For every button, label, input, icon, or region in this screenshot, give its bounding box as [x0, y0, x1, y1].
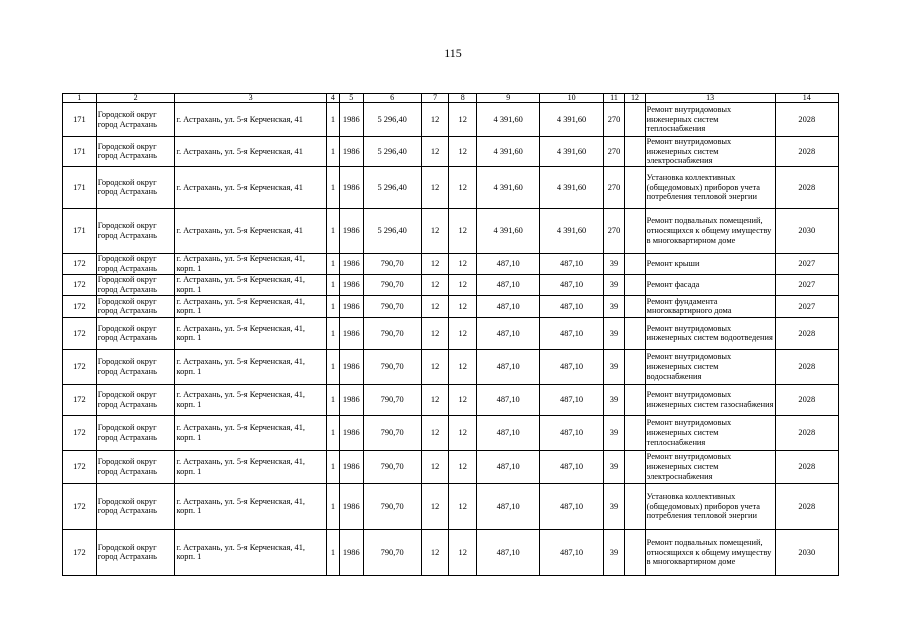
year-built: 1986 [340, 415, 364, 450]
cell-col-11: 39 [603, 384, 624, 415]
cell-col-8: 12 [449, 253, 477, 274]
total-area: 790,70 [363, 483, 421, 529]
cell-col-12 [625, 274, 645, 295]
municipality: Городской округ город Астрахань [96, 253, 175, 274]
row-number: 172 [63, 529, 97, 575]
work-type: Ремонт фасада [645, 274, 775, 295]
cell-col-7: 12 [421, 317, 449, 349]
row-number: 171 [63, 166, 97, 208]
table-row [63, 450, 839, 483]
row-number: 172 [63, 295, 97, 317]
year-built: 1986 [340, 253, 364, 274]
cell-col-4: 1 [326, 384, 339, 415]
cell-col-11: 39 [603, 349, 624, 384]
work-type: Ремонт крыши [645, 253, 775, 274]
row-number: 171 [63, 137, 97, 167]
area-value-2: 487,10 [540, 415, 603, 450]
area-value: 487,10 [477, 349, 540, 384]
planned-year: 2028 [775, 384, 839, 415]
work-type: Ремонт подвальных помещений, относящихся к общему имуществу в многоквартирном доме [645, 529, 775, 575]
column-header: 6 [363, 94, 421, 103]
registry-body [63, 103, 839, 576]
cell-col-7: 12 [421, 166, 449, 208]
work-type: Установка коллективных (общедомовых) приборов учета потребления тепловой энергии [645, 166, 775, 208]
address: г. Астрахань, ул. 5-я Керченская, 41 [175, 208, 326, 253]
table-row [63, 274, 839, 295]
area-value-2: 487,10 [540, 450, 603, 483]
area-value-2: 487,10 [540, 274, 603, 295]
total-area: 5 296,40 [363, 166, 421, 208]
table-row [63, 415, 839, 450]
cell-col-12 [625, 529, 645, 575]
planned-year: 2028 [775, 349, 839, 384]
cell-col-12 [625, 103, 645, 137]
year-built: 1986 [340, 384, 364, 415]
cell-col-7: 12 [421, 137, 449, 167]
row-number: 172 [63, 317, 97, 349]
year-built: 1986 [340, 166, 364, 208]
area-value-2: 487,10 [540, 384, 603, 415]
row-number: 172 [63, 349, 97, 384]
year-built: 1986 [340, 274, 364, 295]
total-area: 790,70 [363, 317, 421, 349]
cell-col-4: 1 [326, 274, 339, 295]
cell-col-8: 12 [449, 384, 477, 415]
cell-col-8: 12 [449, 415, 477, 450]
cell-col-7: 12 [421, 295, 449, 317]
cell-col-11: 39 [603, 529, 624, 575]
table-row [63, 208, 839, 253]
planned-year: 2027 [775, 274, 839, 295]
total-area: 790,70 [363, 450, 421, 483]
cell-col-7: 12 [421, 483, 449, 529]
cell-col-12 [625, 317, 645, 349]
row-number: 172 [63, 253, 97, 274]
planned-year: 2028 [775, 483, 839, 529]
work-type: Ремонт подвальных помещений, относящихся к общему имуществу в многоквартирном доме [645, 208, 775, 253]
cell-col-7: 12 [421, 253, 449, 274]
total-area: 790,70 [363, 295, 421, 317]
municipality: Городской округ город Астрахань [96, 529, 175, 575]
area-value: 4 391,60 [477, 137, 540, 167]
cell-col-4: 1 [326, 529, 339, 575]
address: г. Астрахань, ул. 5-я Керченская, 41 [175, 103, 326, 137]
column-header: 4 [326, 94, 339, 103]
column-header: 2 [96, 94, 175, 103]
planned-year: 2028 [775, 415, 839, 450]
address: г. Астрахань, ул. 5-я Керченская, 41, корп. 1 [175, 317, 326, 349]
address: г. Астрахань, ул. 5-я Керченская, 41, корп. 1 [175, 483, 326, 529]
cell-col-12 [625, 415, 645, 450]
row-number: 172 [63, 384, 97, 415]
cell-col-4: 1 [326, 166, 339, 208]
total-area: 5 296,40 [363, 137, 421, 167]
column-header: 3 [175, 94, 326, 103]
year-built: 1986 [340, 295, 364, 317]
page-number: 115 [444, 46, 462, 60]
row-number: 171 [63, 103, 97, 137]
cell-col-8: 12 [449, 103, 477, 137]
area-value-2: 4 391,60 [540, 103, 603, 137]
address: г. Астрахань, ул. 5-я Керченская, 41, корп. 1 [175, 349, 326, 384]
cell-col-12 [625, 384, 645, 415]
planned-year: 2028 [775, 103, 839, 137]
municipality: Городской округ город Астрахань [96, 295, 175, 317]
column-header: 8 [449, 94, 477, 103]
cell-col-12 [625, 253, 645, 274]
address: г. Астрахань, ул. 5-я Керченская, 41, корп. 1 [175, 384, 326, 415]
cell-col-7: 12 [421, 415, 449, 450]
total-area: 790,70 [363, 384, 421, 415]
row-number: 172 [63, 483, 97, 529]
cell-col-4: 1 [326, 317, 339, 349]
cell-col-11: 270 [603, 208, 624, 253]
work-type: Ремонт внутридомовых инженерных систем электроснабжения [645, 450, 775, 483]
column-header: 5 [340, 94, 364, 103]
cell-col-11: 39 [603, 450, 624, 483]
cell-col-7: 12 [421, 349, 449, 384]
cell-col-12 [625, 295, 645, 317]
year-built: 1986 [340, 208, 364, 253]
work-type: Ремонт фундамента многоквартирного дома [645, 295, 775, 317]
total-area: 790,70 [363, 253, 421, 274]
address: г. Астрахань, ул. 5-я Керченская, 41, корп. 1 [175, 253, 326, 274]
cell-col-12 [625, 450, 645, 483]
column-header: 10 [540, 94, 603, 103]
area-value-2: 4 391,60 [540, 166, 603, 208]
planned-year: 2027 [775, 253, 839, 274]
work-type: Установка коллективных (общедомовых) приборов учета потребления тепловой энергии [645, 483, 775, 529]
area-value-2: 487,10 [540, 253, 603, 274]
area-value-2: 4 391,60 [540, 137, 603, 167]
table-row [63, 349, 839, 384]
area-value: 487,10 [477, 274, 540, 295]
work-type: Ремонт внутридомовых инженерных систем электроснабжения [645, 137, 775, 167]
table-row [63, 295, 839, 317]
planned-year: 2028 [775, 166, 839, 208]
cell-col-4: 1 [326, 450, 339, 483]
year-built: 1986 [340, 450, 364, 483]
cell-col-8: 12 [449, 349, 477, 384]
cell-col-4: 1 [326, 295, 339, 317]
work-type: Ремонт внутридомовых инженерных систем водоснабжения [645, 349, 775, 384]
cell-col-7: 12 [421, 384, 449, 415]
cell-col-8: 12 [449, 483, 477, 529]
year-built: 1986 [340, 529, 364, 575]
area-value-2: 487,10 [540, 295, 603, 317]
cell-col-11: 39 [603, 295, 624, 317]
cell-col-8: 12 [449, 295, 477, 317]
area-value: 487,10 [477, 483, 540, 529]
municipality: Городской округ город Астрахань [96, 317, 175, 349]
planned-year: 2028 [775, 137, 839, 167]
cell-col-11: 39 [603, 274, 624, 295]
column-header: 11 [603, 94, 624, 103]
area-value-2: 487,10 [540, 317, 603, 349]
area-value: 4 391,60 [477, 166, 540, 208]
cell-col-11: 270 [603, 166, 624, 208]
total-area: 790,70 [363, 529, 421, 575]
cell-col-4: 1 [326, 253, 339, 274]
row-number: 172 [63, 274, 97, 295]
table-row [63, 317, 839, 349]
area-value: 487,10 [477, 529, 540, 575]
cell-col-8: 12 [449, 274, 477, 295]
address: г. Астрахань, ул. 5-я Керченская, 41, корп. 1 [175, 450, 326, 483]
cell-col-4: 1 [326, 349, 339, 384]
work-type: Ремонт внутридомовых инженерных систем теплоснабжения [645, 415, 775, 450]
cell-col-7: 12 [421, 208, 449, 253]
column-header: 14 [775, 94, 839, 103]
planned-year: 2027 [775, 295, 839, 317]
cell-col-11: 39 [603, 317, 624, 349]
planned-year: 2030 [775, 208, 839, 253]
year-built: 1986 [340, 483, 364, 529]
work-type: Ремонт внутридомовых инженерных систем газоснабжения [645, 384, 775, 415]
work-type: Ремонт внутридомовых инженерных систем теплоснабжения [645, 103, 775, 137]
cell-col-12 [625, 137, 645, 167]
area-value: 4 391,60 [477, 103, 540, 137]
cell-col-11: 270 [603, 137, 624, 167]
table-row [63, 384, 839, 415]
column-header: 7 [421, 94, 449, 103]
cell-col-7: 12 [421, 274, 449, 295]
municipality: Городской округ город Астрахань [96, 103, 175, 137]
address: г. Астрахань, ул. 5-я Керченская, 41 [175, 137, 326, 167]
cell-col-4: 1 [326, 415, 339, 450]
table-row [63, 529, 839, 575]
area-value-2: 487,10 [540, 349, 603, 384]
municipality: Городской округ город Астрахань [96, 349, 175, 384]
row-number: 172 [63, 450, 97, 483]
area-value: 487,10 [477, 415, 540, 450]
table-row [63, 103, 839, 137]
column-header: 12 [625, 94, 645, 103]
column-header: 1 [63, 94, 97, 103]
municipality: Городской округ город Астрахань [96, 483, 175, 529]
row-number: 172 [63, 415, 97, 450]
area-value: 487,10 [477, 295, 540, 317]
cell-col-12 [625, 483, 645, 529]
municipality: Городской округ город Астрахань [96, 208, 175, 253]
cell-col-11: 39 [603, 415, 624, 450]
cell-col-12 [625, 349, 645, 384]
work-type: Ремонт внутридомовых инженерных систем водоотведения [645, 317, 775, 349]
row-number: 171 [63, 208, 97, 253]
address: г. Астрахань, ул. 5-я Керченская, 41, корп. 1 [175, 529, 326, 575]
area-value: 487,10 [477, 253, 540, 274]
area-value-2: 487,10 [540, 483, 603, 529]
planned-year: 2028 [775, 317, 839, 349]
cell-col-8: 12 [449, 317, 477, 349]
municipality: Городской округ город Астрахань [96, 415, 175, 450]
cell-col-4: 1 [326, 137, 339, 167]
planned-year: 2028 [775, 450, 839, 483]
municipality: Городской округ город Астрахань [96, 274, 175, 295]
column-number-row [63, 94, 839, 103]
total-area: 790,70 [363, 349, 421, 384]
area-value: 487,10 [477, 450, 540, 483]
cell-col-8: 12 [449, 166, 477, 208]
area-value-2: 4 391,60 [540, 208, 603, 253]
address: г. Астрахань, ул. 5-я Керченская, 41, корп. 1 [175, 415, 326, 450]
year-built: 1986 [340, 103, 364, 137]
column-header: 9 [477, 94, 540, 103]
year-built: 1986 [340, 137, 364, 167]
total-area: 5 296,40 [363, 103, 421, 137]
cell-col-12 [625, 208, 645, 253]
table-row [63, 137, 839, 167]
municipality: Городской округ город Астрахань [96, 384, 175, 415]
cell-col-8: 12 [449, 529, 477, 575]
registry-table [62, 93, 839, 576]
total-area: 5 296,40 [363, 208, 421, 253]
cell-col-4: 1 [326, 208, 339, 253]
cell-col-8: 12 [449, 208, 477, 253]
municipality: Городской округ город Астрахань [96, 450, 175, 483]
cell-col-7: 12 [421, 529, 449, 575]
address: г. Астрахань, ул. 5-я Керченская, 41, корп. 1 [175, 295, 326, 317]
area-value-2: 487,10 [540, 529, 603, 575]
area-value: 487,10 [477, 317, 540, 349]
column-header: 13 [645, 94, 775, 103]
total-area: 790,70 [363, 274, 421, 295]
address: г. Астрахань, ул. 5-я Керченская, 41 [175, 166, 326, 208]
cell-col-7: 12 [421, 450, 449, 483]
cell-col-11: 39 [603, 253, 624, 274]
cell-col-12 [625, 166, 645, 208]
area-value: 4 391,60 [477, 208, 540, 253]
cell-col-11: 270 [603, 103, 624, 137]
cell-col-4: 1 [326, 483, 339, 529]
table-row [63, 253, 839, 274]
cell-col-4: 1 [326, 103, 339, 137]
area-value: 487,10 [477, 384, 540, 415]
cell-col-11: 39 [603, 483, 624, 529]
planned-year: 2030 [775, 529, 839, 575]
year-built: 1986 [340, 317, 364, 349]
table-row [63, 483, 839, 529]
cell-col-8: 12 [449, 137, 477, 167]
total-area: 790,70 [363, 415, 421, 450]
address: г. Астрахань, ул. 5-я Керченская, 41, корп. 1 [175, 274, 326, 295]
municipality: Городской округ город Астрахань [96, 137, 175, 167]
cell-col-7: 12 [421, 103, 449, 137]
year-built: 1986 [340, 349, 364, 384]
cell-col-8: 12 [449, 450, 477, 483]
municipality: Городской округ город Астрахань [96, 166, 175, 208]
table-row [63, 166, 839, 208]
